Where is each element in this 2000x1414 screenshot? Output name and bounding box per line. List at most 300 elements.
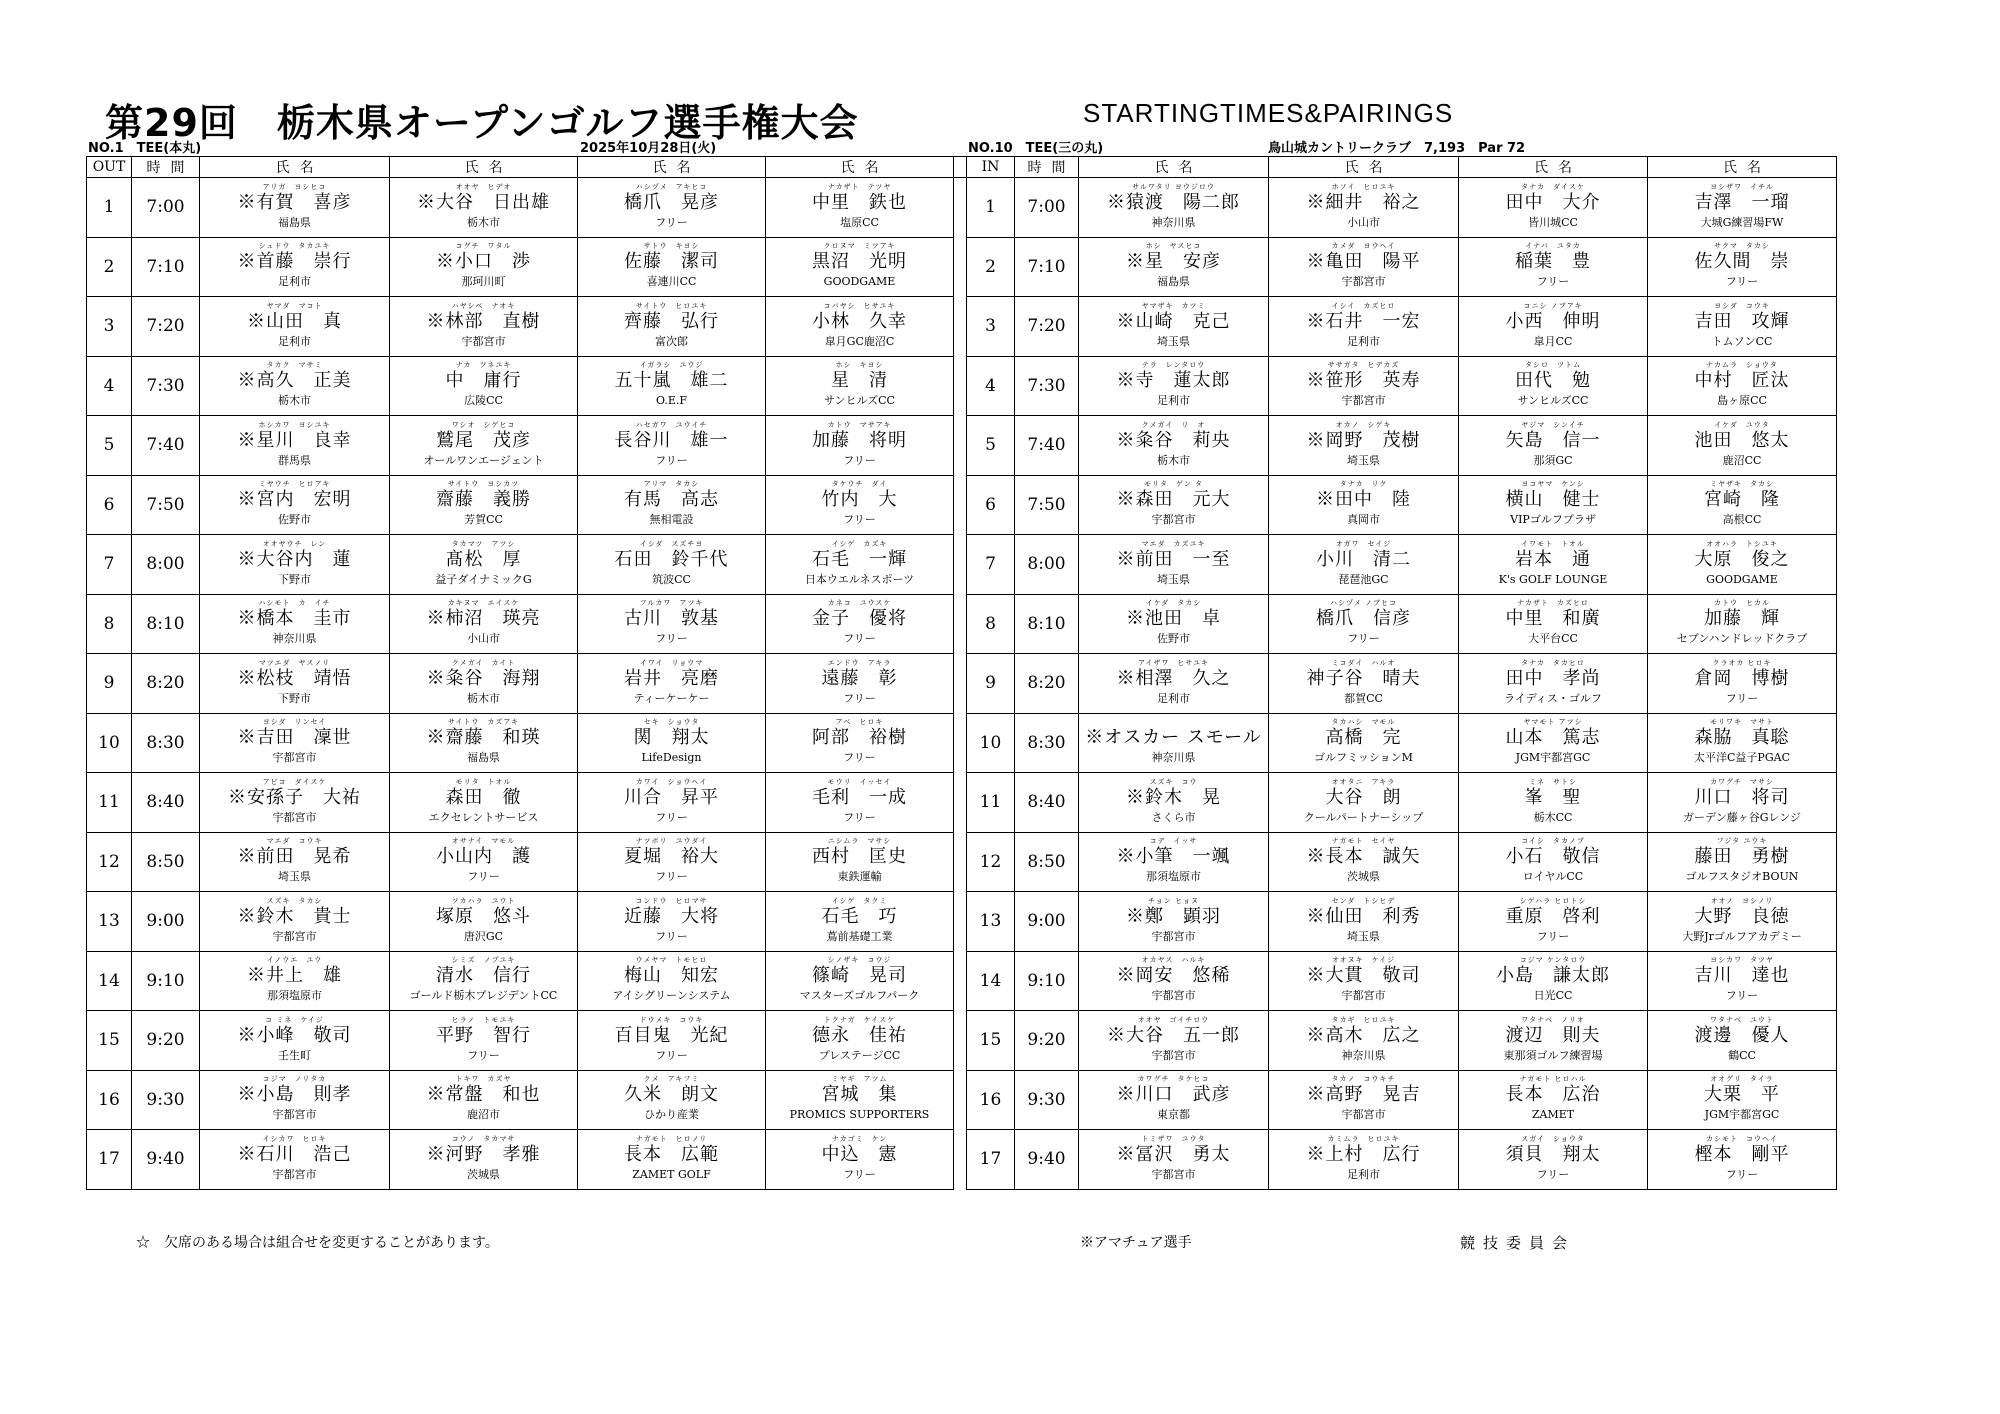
player-name: 古川 敦基 [624,608,719,630]
player-club: 福島県 [1157,275,1190,289]
tee-time: 8:00 [1015,535,1079,595]
group-number: 5 [87,416,132,476]
player-ruby: カシモト コウヘイ [1706,1134,1778,1143]
player-club: 福島県 [278,215,311,229]
player-cell [390,475,578,535]
player-club: 佐野市 [278,513,311,527]
player-name: ※山崎 克己 [1116,310,1231,332]
player-name: 宮崎 隆 [1704,489,1780,511]
player-club: ZAMET [1531,1108,1575,1122]
player-name: ※オスカー スモール [1085,727,1262,749]
player-club: フリー [843,1167,876,1181]
tee-time: 7:00 [1015,178,1079,238]
group-number: 2 [87,237,132,297]
player-ruby: カワグチ マサシ [1710,777,1774,786]
player-club: フリー [1725,989,1759,1003]
player-ruby: オオグリ タイラ [1710,1075,1774,1084]
player-ruby: タナカ リク [1339,480,1388,489]
player-name: 長本 広範 [624,1143,719,1165]
player-ruby: コウノ タカマサ [451,1134,516,1143]
player-ruby: スガイ ショウタ [1521,1134,1585,1143]
player-name: 長本 広治 [1505,1084,1601,1106]
player-name: 森脇 真聡 [1694,727,1790,749]
name-header: 氏名 [1269,157,1459,178]
player-name: 藤田 勇樹 [1694,846,1790,868]
player-name: 佐藤 潔司 [624,251,719,273]
player-club: フリー [843,453,876,467]
player-ruby: トキワ カズヤ [455,1075,512,1084]
player-cell [1079,1130,1269,1190]
column-gap [954,654,967,714]
player-ruby: センダ トシヒデ [1331,896,1396,905]
out-header: OUT [87,157,132,178]
player-ruby: ヨシザワ イチル [1710,182,1774,191]
player-name: ※小筆 一颯 [1116,846,1231,868]
player-club: 日光CC [1533,989,1573,1003]
player-name: ※森田 元大 [1116,489,1231,511]
player-ruby: サトウ キヨシ [643,242,700,251]
player-name: 大谷 朗 [1325,786,1402,808]
tee-time: 9:10 [1015,951,1079,1011]
player-cell [1269,1130,1459,1190]
player-club: 芳賀CC [464,513,503,527]
player-ruby: ナカムラ ショウタ [1706,361,1778,370]
player-ruby: コジマ ケンタロウ [1519,956,1587,965]
player-club: 茨城県 [1347,870,1380,884]
player-club: フリー [1347,632,1380,646]
name-header: 氏名 [766,157,954,178]
player-cell [1648,832,1837,892]
player-ruby: ナガモト ヒロハル [1519,1075,1587,1084]
player-cell [200,1130,390,1190]
player-name: ※首藤 崇行 [237,251,352,273]
player-club: 喜連川CC [646,275,697,289]
player-ruby: ナガモト セイヤ [1331,837,1396,846]
player-cell [200,654,390,714]
player-cell [1079,535,1269,595]
player-cell [766,1070,954,1130]
player-name: ※河野 孝雅 [426,1143,541,1165]
name-header: 氏名 [578,157,766,178]
group-number: 1 [967,178,1015,238]
player-club: サンヒルズCC [824,394,895,408]
player-ruby: イシカワ ヒロキ [262,1134,327,1143]
tee-time: 8:20 [1015,654,1079,714]
player-club: 茨城県 [467,1167,500,1181]
player-name: ※岡野 茂樹 [1306,429,1421,451]
player-ruby: タナカ ダイスケ [1521,182,1585,191]
player-name: 橋爪 信彦 [1316,608,1411,630]
player-ruby: ナツボリ ユウダイ [635,837,708,846]
player-cell [1648,297,1837,357]
player-name: 近藤 大将 [624,905,719,927]
player-club: フリー [467,1048,500,1062]
player-ruby: サイトウ ヨシカツ [447,480,520,489]
player-cell [766,297,954,357]
player-name: 小西 伸明 [1505,310,1601,332]
player-name: ※山田 真 [247,310,342,332]
player-name: ※橋本 圭市 [237,608,352,630]
player-ruby: コイシ タカノブ [1521,837,1585,846]
player-club: 宇都宮市 [1341,1108,1386,1122]
player-club: 足利市 [1347,1167,1380,1181]
player-ruby: コニシ ノブアキ [1523,301,1583,310]
group-number: 17 [967,1130,1015,1190]
player-name: 五十嵐 雄二 [614,370,729,392]
group-number: 13 [967,892,1015,952]
column-gap [954,951,967,1011]
group-number: 7 [967,535,1015,595]
player-club: ゴルフミッションM [1314,751,1413,765]
player-name: 平野 智行 [436,1024,531,1046]
column-gap [954,297,967,357]
player-cell [766,1011,954,1071]
player-club: JGM宇都宮GC [1515,751,1591,765]
player-club: 那珂川町 [461,275,506,289]
player-cell [200,594,390,654]
player-ruby: カトウ マサアキ [827,420,892,429]
player-club: ロイヤルCC [1522,870,1584,884]
tee-out-label: NO.1 TEE(本丸) [88,141,202,156]
player-ruby: タカノ コウキチ [1331,1075,1396,1084]
player-name: 岩本 通 [1515,548,1591,570]
player-cell [1648,713,1837,773]
player-name: 岩井 亮磨 [624,667,719,689]
player-cell [390,178,578,238]
player-ruby: タカマツ アツシ [451,539,516,548]
player-cell [1648,1130,1837,1190]
player-cell [1079,713,1269,773]
player-ruby: ヤジマ シンイチ [1521,420,1585,429]
tee-time: 8:10 [1015,594,1079,654]
tee-time: 8:30 [132,713,200,773]
committee-label: 競技委員会 [1460,1234,1576,1252]
player-club: フリー [1725,1167,1759,1181]
player-ruby: アビコ ダイスケ [262,777,327,786]
player-club: 佐野市 [1157,632,1190,646]
player-ruby: フジタ ユウキ [1716,837,1768,846]
player-name: ※細井 裕之 [1306,191,1421,213]
player-cell [1079,416,1269,476]
player-club: LifeDesign [641,751,702,765]
player-name: ※高木 広之 [1306,1024,1421,1046]
group-number: 8 [87,594,132,654]
player-cell [1079,892,1269,952]
tee-time: 9:40 [132,1130,200,1190]
amateur-note: ※アマチュア選手 [1080,1235,1192,1251]
player-club: 皆川城CC [1528,215,1578,229]
player-name: ※大谷 五一郎 [1107,1024,1240,1046]
player-club: 那須塩原市 [267,989,322,1003]
player-club: 鶴CC [1728,1048,1756,1062]
player-ruby: オオヌキ ケイジ [1331,956,1396,965]
player-club: 宇都宮市 [461,334,506,348]
player-ruby: タシロ ツトム [1525,361,1581,370]
player-ruby: カミムラ ヒロユキ [1327,1134,1400,1143]
player-name: ※上村 広行 [1306,1143,1421,1165]
group-number: 3 [967,297,1015,357]
column-gap [954,475,967,535]
player-cell [766,1130,954,1190]
player-name: ※田中 陸 [1316,489,1411,511]
player-club: 壬生町 [278,1048,311,1062]
player-ruby: シノザキ コウジ [827,956,892,965]
player-cell [1459,832,1648,892]
player-cell [1079,1011,1269,1071]
player-ruby: オオハラ トシユキ [1706,539,1778,548]
player-ruby: ミヤギ アツム [831,1075,888,1084]
player-cell [578,416,766,476]
column-gap [954,1011,967,1071]
player-name: ※柿沼 瑛亮 [426,608,541,630]
player-name: ※宮内 宏明 [237,489,352,511]
player-cell [1079,1070,1269,1130]
player-cell [1648,1011,1837,1071]
player-club: GOODGAME [1706,572,1778,586]
player-ruby: モウリ イッセイ [827,777,892,786]
player-name: ※粂谷 海翔 [426,667,541,689]
player-ruby: アリガ ヨシヒコ [262,182,327,191]
player-cell [1648,237,1837,297]
player-ruby: アイザワ ヒサユキ [1137,658,1210,667]
player-cell [200,356,390,416]
player-club: 群馬県 [278,453,311,467]
player-name: ※川口 武彦 [1116,1084,1231,1106]
player-cell [390,773,578,833]
player-club: エクセレントサービス [428,810,539,824]
player-ruby: イケダ タカシ [1145,599,1202,608]
tee-time: 7:10 [1015,237,1079,297]
table-row [87,237,1837,297]
player-ruby: モリワキ マサト [1710,718,1774,727]
player-cell [1648,178,1837,238]
player-cell [200,892,390,952]
footer-note: ☆ 欠席のある場合は組合せを変更することがあります。 [136,1235,499,1251]
player-ruby: イノウエ ユウ [266,956,323,965]
name-header: 氏名 [1079,157,1269,178]
player-ruby: モリタ トオル [455,777,512,786]
player-name: ※相澤 久之 [1116,667,1231,689]
group-number: 11 [967,773,1015,833]
player-club: 大野Jrゴルフアカデミー [1682,929,1802,943]
table-row [87,713,1837,773]
player-club: トムソンCC [1711,334,1773,348]
player-name: 大原 俊之 [1694,548,1790,570]
player-club: さくら市 [1151,810,1196,824]
player-ruby: マエダ カズユキ [1141,539,1206,548]
player-club: 東那須ゴルフ練習場 [1503,1048,1603,1062]
player-name: ※有賀 喜彦 [237,191,352,213]
group-number: 7 [87,535,132,595]
player-cell [200,475,390,535]
player-club: 神奈川県 [1341,1048,1386,1062]
player-club: 宇都宮市 [1341,394,1386,408]
player-cell [1079,832,1269,892]
player-ruby: カトウ ヒカル [1714,599,1770,608]
player-club: 栃木CC [1533,810,1573,824]
player-club: 栃木市 [1157,453,1190,467]
player-club: 栃木市 [467,691,500,705]
tee-time: 8:20 [132,654,200,714]
player-ruby: ハセガワ ユウイチ [635,420,708,429]
player-name: 小山内 護 [436,846,531,868]
player-cell [390,594,578,654]
player-cell [1269,535,1459,595]
player-club: フリー [467,870,500,884]
player-cell [1459,1130,1648,1190]
player-name: 須貝 翔太 [1505,1143,1601,1165]
player-cell [578,356,766,416]
player-name: 小林 久幸 [812,310,907,332]
player-name: ※安孫子 大祐 [228,786,361,808]
player-name: ※大貫 敬司 [1306,965,1421,987]
player-club: 下野市 [278,691,311,705]
player-cell [766,713,954,773]
player-ruby: タケウチ ダイ [831,480,888,489]
player-ruby: ヨシダ リンセイ [262,718,327,727]
player-club: フリー [655,929,688,943]
tee-time: 8:00 [132,535,200,595]
player-cell [390,297,578,357]
player-cell [1648,892,1837,952]
player-ruby: ナカザト テツヤ [827,182,892,191]
player-cell [1459,416,1648,476]
player-name: ※粂谷 莉央 [1116,429,1231,451]
player-cell [766,773,954,833]
table-row [87,594,1837,654]
player-name: 長谷川 雄一 [614,429,729,451]
player-cell [1079,951,1269,1011]
player-club: フリー [655,810,688,824]
player-name: 百目鬼 光紀 [614,1024,729,1046]
player-ruby: オサナイ マモル [451,837,516,846]
player-club: 埼玉県 [1347,453,1380,467]
player-club: 神奈川県 [1151,751,1196,765]
player-cell [1459,297,1648,357]
player-cell [766,892,954,952]
player-cell [1459,1011,1648,1071]
player-ruby: ウメヤマ トモヒロ [635,956,708,965]
player-club: 那須GC [1533,453,1573,467]
player-name: ※前田 一至 [1116,548,1231,570]
table-row [87,654,1837,714]
group-number: 10 [87,713,132,773]
player-club: 下野市 [278,572,311,586]
player-club: フリー [655,1048,688,1062]
player-club: ガーデン藤ヶ谷Gレンジ [1682,810,1802,824]
player-name: 毛利 一成 [812,786,907,808]
player-ruby: ホソイ ヒロユキ [1331,182,1396,191]
player-name: 齋藤 義勝 [436,489,531,511]
player-club: ゴールド栃木プレジデントCC [409,989,558,1003]
group-number: 4 [967,356,1015,416]
player-cell [1079,594,1269,654]
player-cell [578,713,766,773]
player-name: 加藤 輝 [1704,608,1780,630]
player-name: 中 庸行 [445,370,522,392]
group-number: 1 [87,178,132,238]
player-name: 吉澤 一瑠 [1694,191,1790,213]
group-number: 11 [87,773,132,833]
player-ruby: イワモト トオル [1521,539,1585,548]
group-number: 4 [87,356,132,416]
player-cell [1459,535,1648,595]
player-cell [1459,892,1648,952]
player-cell [1459,773,1648,833]
player-ruby: オオノ ヨシノリ [1710,896,1774,905]
player-name: ※齋藤 和瑛 [426,727,541,749]
player-cell [1648,951,1837,1011]
tee-time: 9:30 [132,1070,200,1130]
table-row [87,535,1837,595]
player-club: 宇都宮市 [272,1108,317,1122]
player-cell [1459,475,1648,535]
player-cell [1648,416,1837,476]
player-club: 足利市 [1157,394,1190,408]
player-ruby: スズキ タカシ [266,896,323,905]
player-ruby: クラオカ ヒロキ [1712,658,1772,667]
group-number: 2 [967,237,1015,297]
player-ruby: コデ イッサ [1149,837,1198,846]
player-name: 黒沼 光明 [812,251,907,273]
player-name: 高橋 完 [1325,727,1402,749]
player-club: PROMICS SUPPORTERS [789,1108,930,1122]
player-club: 栃木市 [278,394,311,408]
player-club: マスターズゴルフパーク [799,989,920,1003]
player-ruby: イシダ スズチヨ [639,539,704,548]
course-label: 鳥山城カントリークラブ 7,193 Par 72 [1268,141,1526,156]
player-name: ※石川 浩己 [237,1143,352,1165]
player-name: 渡邊 優人 [1694,1024,1790,1046]
player-club: 神奈川県 [1151,215,1196,229]
player-cell [1269,416,1459,476]
player-club: フリー [1725,275,1759,289]
player-ruby: クメガイ カイト [451,658,516,667]
group-number: 9 [967,654,1015,714]
tee-in-label: NO.10 TEE(三の丸) [968,141,1104,156]
player-cell [390,416,578,476]
player-club: フリー [1725,691,1759,705]
player-cell [1269,713,1459,773]
player-name: ※大谷内 蓮 [237,548,352,570]
player-name: 石田 鈴千代 [614,548,729,570]
player-ruby: ミコダイ ハルオ [1331,658,1396,667]
player-cell [1269,832,1459,892]
player-name: 川口 将司 [1694,786,1790,808]
player-cell [1269,951,1459,1011]
player-cell [200,951,390,1011]
player-ruby: ヤマダ マコト [266,301,323,310]
player-club: 日本ウエルネスポーツ [804,572,915,586]
player-club: 宇都宮市 [272,751,317,765]
player-name: 田中 孝尚 [1505,667,1601,689]
player-cell [1648,594,1837,654]
player-club: フリー [843,691,876,705]
column-gap [954,416,967,476]
tee-time: 8:50 [132,832,200,892]
player-cell [1269,773,1459,833]
player-name: 小川 清二 [1316,548,1411,570]
player-name: 西村 匡史 [812,846,907,868]
player-club: 宇都宮市 [1341,275,1386,289]
player-name: ※高久 正美 [237,370,352,392]
name-header: 氏名 [390,157,578,178]
player-ruby: ホシ ヤスヒコ [1145,242,1202,251]
table-row [87,1130,1837,1190]
column-gap [954,356,967,416]
player-ruby [1079,718,1268,727]
column-gap [954,832,967,892]
